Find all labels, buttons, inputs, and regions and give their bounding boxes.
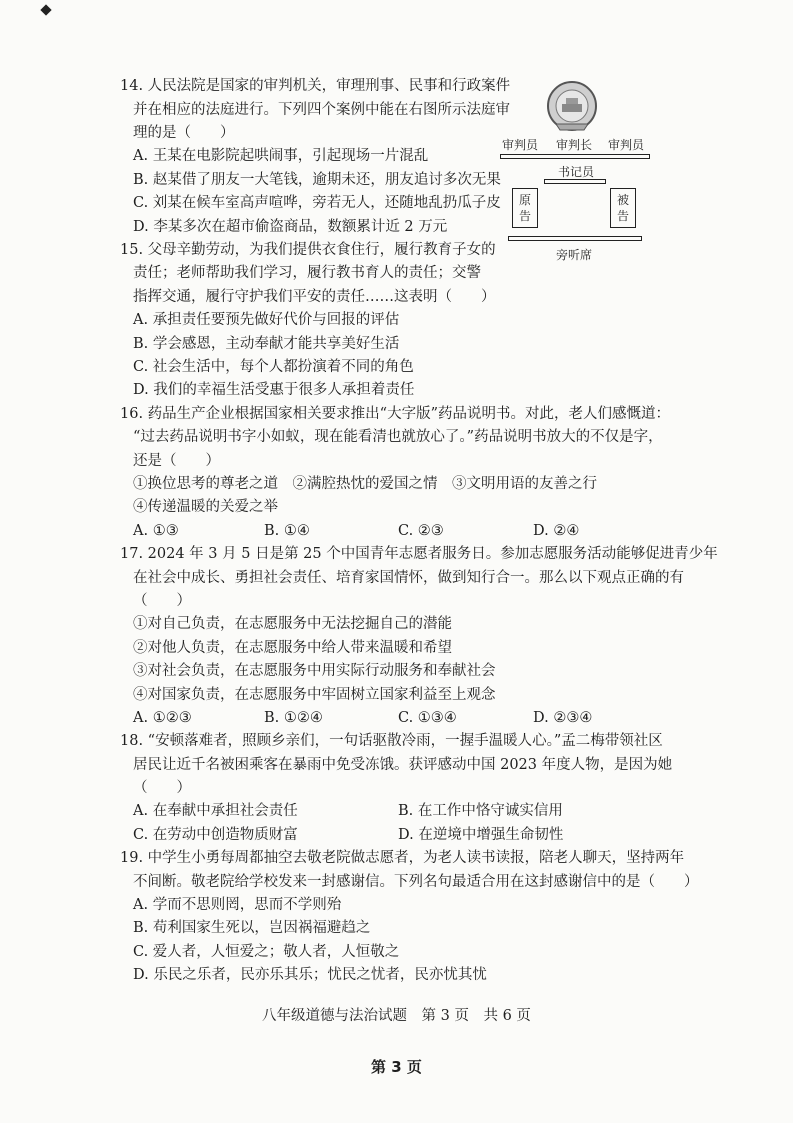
q15-option-a: A. 承担责任要预先做好代价与回报的评估 <box>133 312 400 328</box>
q14-line-1: 14. 人民法院是国家的审判机关，审理刑事、民事和行政案件 <box>120 78 511 94</box>
q15-line-3: 指挥交通，履行守护我们平安的责任……这表明（ ） <box>133 289 496 305</box>
q16-statement-2: ④传递温暖的关爱之举 <box>133 499 278 515</box>
q17-statement-3: ③对社会负责，在志愿服务中用实际行动服务和奉献社会 <box>133 663 496 679</box>
q19-option-b: B. 苟利国家生死以，岂因祸福避趋之 <box>133 920 371 936</box>
page-footer: 八年级道德与法治试题 第 3 页 共 6 页 <box>262 1008 531 1024</box>
q14-line-3: 理的是（ ） <box>133 125 235 141</box>
q14-option-c: C. 刘某在候车室高声喧哗，旁若无人，还随地乱扔瓜子皮 <box>133 195 501 211</box>
q15-line-1: 15. 父母辛勤劳动，为我们提供衣食住行，履行教育子女的 <box>120 242 496 258</box>
q17-statement-1: ①对自己负责，在志愿服务中无法挖掘自己的潜能 <box>133 616 452 632</box>
q17-line-1: 17. 2024 年 3 月 5 日是第 25 个中国青年志愿者服务日。参加志愿服务活动能够促进青少年 <box>120 546 718 562</box>
judge-bench <box>500 154 650 159</box>
q17-statement-4: ④对国家负责，在志愿服务中牢固树立国家利益至上观念 <box>133 687 496 703</box>
corner-mark-icon <box>40 4 51 15</box>
q17-option-a: A. ①②③ <box>133 710 192 726</box>
label-judge-right: 审判员 <box>608 138 645 152</box>
q18-option-c: C. 在劳动中创造物质财富 <box>133 827 298 843</box>
q16-line-3: 还是（ ） <box>133 453 220 469</box>
plaintiff-box <box>512 188 538 228</box>
label-clerk: 书记员 <box>558 165 595 179</box>
q17-option-d: D. ②③④ <box>533 710 593 726</box>
label-chief-judge: 审判长 <box>556 138 593 152</box>
label-gallery: 旁听席 <box>556 248 593 262</box>
label-plaintiff: 原告 <box>518 193 531 223</box>
q17-statement-2: ②对他人负责，在志愿服务中给人带来温暖和希望 <box>133 640 452 656</box>
q15-option-d: D. 我们的幸福生活受惠于很多人承担着责任 <box>133 382 415 398</box>
clerk-desk <box>544 179 606 184</box>
q16-line-1: 16. 药品生产企业根据国家相关要求推出“大字版”药品说明书。对此，老人们感慨道： <box>120 406 670 422</box>
page-number-label: 第 3 页 <box>371 1058 422 1076</box>
defendant-box <box>610 188 636 228</box>
q15-line-2: 责任；老师帮助我们学习，履行教书育人的责任；交警 <box>133 265 481 281</box>
q16-option-d: D. ②④ <box>533 523 580 539</box>
q19-line-1: 19. 中学生小勇每周都抽空去敬老院做志愿者，为老人读书读报，陪老人聊天，坚持两年 <box>120 850 685 866</box>
q18-line-2: 居民让近千名被困乘客在暴雨中免受冻饿。获评感动中国 2023 年度人物，是因为她 <box>133 757 673 773</box>
q18-option-d: D. 在逆境中增强生命韧性 <box>398 827 564 843</box>
q17-option-c: C. ①③④ <box>398 710 457 726</box>
q19-option-c: C. 爱人者，人恒爱之；敬人者，人恒敬之 <box>133 944 400 960</box>
q14-line-2: 并在相应的法庭进行。下列四个案例中能在右图所示法庭审 <box>133 102 510 118</box>
q17-line-3: （ ） <box>133 593 191 609</box>
q18-line-1: 18. “安顿落难者，照顾乡亲们，一句话驱散冷雨，一握手温暖人心。”孟二梅带领社区 <box>120 733 663 749</box>
q16-statement-1: ①换位思考的尊老之道 ②满腔热忱的爱国之情 ③文明用语的友善之行 <box>133 476 597 492</box>
q16-option-a: A. ①③ <box>133 523 179 539</box>
q19-option-a: A. 学而不思则罔，思而不学则殆 <box>133 897 342 913</box>
q17-line-2: 在社会中成长、勇担社会责任、培育家国情怀，做到知行合一。那么以下观点正确的有 <box>133 570 684 586</box>
q18-option-b: B. 在工作中恪守诚实信用 <box>398 803 563 819</box>
national-emblem-icon <box>544 80 600 134</box>
q18-option-a: A. 在奉献中承担社会责任 <box>133 803 298 819</box>
q19-line-2: 不间断。敬老院给学校发来一封感谢信。下列名句最适合用在这封感谢信中的是（ ） <box>133 874 699 890</box>
q16-line-2: “过去药品说明书字小如蚁，现在能看清也就放心了。”药品说明书放大的不仅是字， <box>133 429 663 445</box>
q17-option-b: B. ①②④ <box>264 710 323 726</box>
q18-line-3: （ ） <box>133 780 191 796</box>
q15-option-c: C. 社会生活中，每个人都扮演着不同的角色 <box>133 359 414 375</box>
q16-option-c: C. ②③ <box>398 523 444 539</box>
q14-option-a: A. 王某在电影院起哄闹事，引起现场一片混乱 <box>133 148 429 164</box>
q14-option-d: D. 李某多次在超市偷盗商品，数额累计近 2 万元 <box>133 219 448 235</box>
label-defendant: 被告 <box>616 193 629 223</box>
q15-option-b: B. 学会感恩，主动奉献才能共享美好生活 <box>133 336 400 352</box>
q19-option-d: D. 乐民之乐者，民亦乐其乐；忧民之忧者，民亦忧其忧 <box>133 967 487 983</box>
court-diagram <box>500 80 660 270</box>
gallery-rail <box>508 236 642 241</box>
label-judge-left: 审判员 <box>502 138 539 152</box>
q14-option-b: B. 赵某借了朋友一大笔钱，逾期未还，朋友追讨多次无果 <box>133 172 501 188</box>
q16-option-b: B. ①④ <box>264 523 310 539</box>
